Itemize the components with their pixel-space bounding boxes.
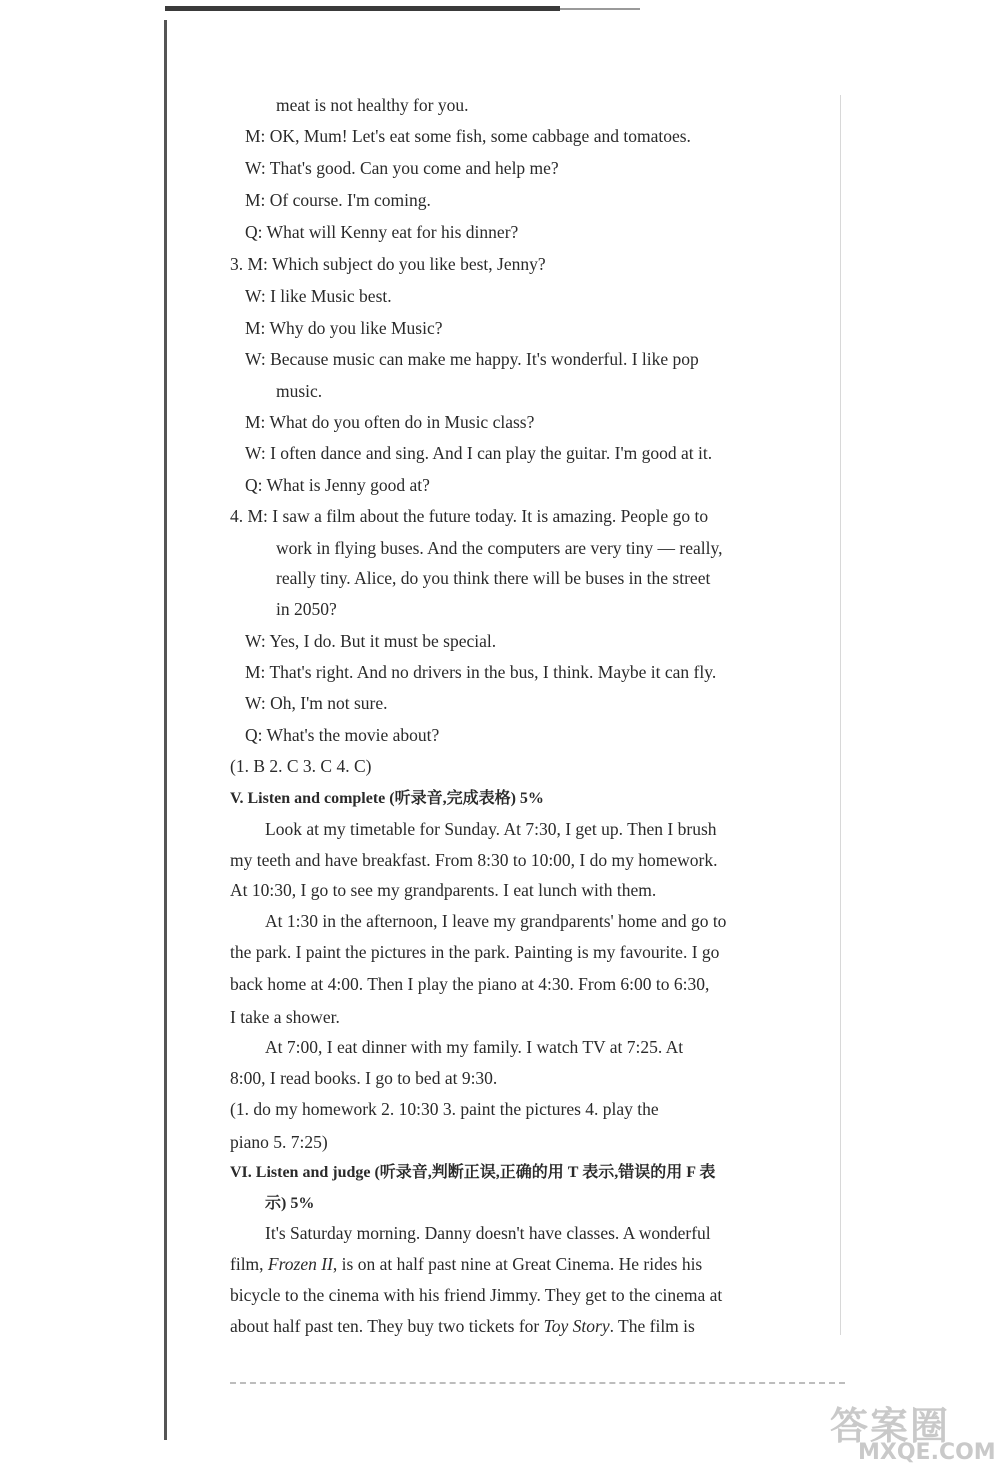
text-span: , is on at half past nine at Great Cinema. He rides his bbox=[332, 1254, 703, 1274]
section5-paragraph-line: At 10:30, I go to see my grandparents. I eat lunch with them. bbox=[230, 880, 657, 900]
dialogue4-line: work in flying buses. And the computers are very tiny — really, bbox=[276, 538, 723, 558]
text-span: . The film is bbox=[609, 1316, 695, 1336]
right-margin-rule bbox=[840, 95, 841, 1335]
section5-answers-line: piano 5. 7:25) bbox=[230, 1132, 328, 1152]
section5-paragraph-line: Look at my timetable for Sunday. At 7:30, I get up. Then I brush bbox=[265, 819, 717, 839]
dialogue3-line: W: I often dance and sing. And I can play the guitar. I'm good at it. bbox=[245, 443, 713, 463]
text-span: film, bbox=[230, 1254, 268, 1274]
dialogue3-line: M: What do you often do in Music class? bbox=[245, 412, 535, 432]
section5-paragraph-line: the park. I paint the pictures in the park. Painting is my favourite. I go bbox=[230, 942, 720, 962]
section6-heading: VI. Listen and judge (听录音,判断正误,正确的用 T 表示,错误的用 F 表 bbox=[230, 1164, 716, 1181]
section5-paragraph-line: I take a shower. bbox=[230, 1007, 340, 1027]
dialogue4-question: Q: What's the movie about? bbox=[245, 725, 440, 745]
section5-paragraph-line: 8:00, I read books. I go to bed at 9:30. bbox=[230, 1068, 498, 1088]
watermark-url: MXQE.COM bbox=[858, 1440, 996, 1465]
dialogue3-line: W: I like Music best. bbox=[245, 286, 392, 306]
section5-paragraph-line: my teeth and have breakfast. From 8:30 to 10:00, I do my homework. bbox=[230, 850, 718, 870]
watermark-logo: 答案圈 bbox=[830, 1404, 951, 1448]
dialogue3-question: Q: What is Jenny good at? bbox=[245, 475, 430, 495]
text-span: about half past ten. They buy two tickets for bbox=[230, 1316, 544, 1336]
section6-heading-cont: 示) 5% bbox=[265, 1195, 315, 1212]
section6-paragraph-line: It's Saturday morning. Danny doesn't have classes. A wonderful bbox=[265, 1223, 711, 1243]
dialogue4-line: 4. M: I saw a film about the future today. It is amazing. People go to bbox=[230, 506, 709, 526]
section5-heading: V. Listen and complete (听录音,完成表格) 5% bbox=[230, 790, 544, 807]
dialogue2-line: M: Of course. I'm coming. bbox=[245, 190, 431, 210]
section5-paragraph-line: At 7:00, I eat dinner with my family. I watch TV at 7:25. At bbox=[265, 1037, 684, 1057]
left-margin-rule bbox=[164, 20, 167, 1440]
dialogue4-line: in 2050? bbox=[276, 599, 337, 619]
dialogue3-line: 3. M: Which subject do you like best, Jenny? bbox=[230, 254, 546, 274]
dialogue3-line: W: Because music can make me happy. It's wonderful. I like pop bbox=[245, 349, 699, 369]
dialogue4-line: W: Oh, I'm not sure. bbox=[245, 693, 388, 713]
dialogue2-line: meat is not healthy for you. bbox=[276, 95, 469, 115]
section5-answers-line: (1. do my homework 2. 10:30 3. paint the pictures 4. play the bbox=[230, 1099, 659, 1119]
top-rule bbox=[165, 6, 560, 11]
dialogue4-line: W: Yes, I do. But it must be special. bbox=[245, 631, 497, 651]
section6-paragraph-line bbox=[230, 1315, 695, 1337]
section6-paragraph-line bbox=[230, 1253, 702, 1275]
dialogue2-question: Q: What will Kenny eat for his dinner? bbox=[245, 222, 519, 242]
section5-paragraph-line: At 1:30 in the afternoon, I leave my grandparents' home and go to bbox=[265, 911, 727, 931]
bottom-dashed-rule bbox=[230, 1382, 845, 1384]
dialogue4-line: M: That's right. And no drivers in the bus, I think. Maybe it can fly. bbox=[245, 662, 717, 682]
dialogue3-line: M: Why do you like Music? bbox=[245, 318, 443, 338]
section6-paragraph-line: bicycle to the cinema with his friend Jimmy. They get to the cinema at bbox=[230, 1285, 723, 1305]
top-rule-fade bbox=[560, 8, 640, 10]
film-title-toy-story: Toy Story bbox=[543, 1316, 610, 1336]
dialogue4-line: really tiny. Alice, do you think there will be buses in the street bbox=[276, 568, 711, 588]
dialogue2-line: M: OK, Mum! Let's eat some fish, some cabbage and tomatoes. bbox=[245, 126, 691, 146]
answers-section4: (1. B 2. C 3. C 4. C) bbox=[230, 756, 372, 776]
film-title-frozen: Frozen II bbox=[267, 1254, 333, 1274]
dialogue2-line: W: That's good. Can you come and help me? bbox=[245, 158, 559, 178]
section5-paragraph-line: back home at 4:00. Then I play the piano at 4:30. From 6:00 to 6:30, bbox=[230, 974, 710, 994]
dialogue3-line: music. bbox=[276, 381, 323, 401]
